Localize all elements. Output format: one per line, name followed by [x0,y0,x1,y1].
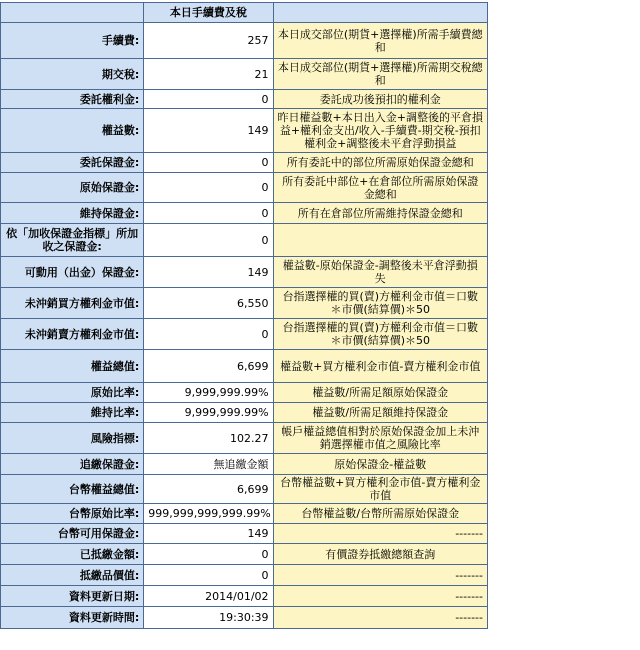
table-row [1,350,488,383]
row-label: 委託權利金: [1,90,144,109]
row-label: 委託保證金: [1,153,144,173]
table-row [1,423,488,454]
row-label: 維持保證金: [1,203,144,224]
row-label: 維持比率: [1,403,144,423]
row-value: 102.27 [144,423,273,454]
row-value: 0 [144,544,273,565]
table-row [1,23,488,59]
row-value: 0 [144,153,273,173]
row-description: 權益數+買方權利金市值-賣方權利金市值 [273,350,487,383]
table-row [1,90,488,109]
header-blank-left [1,3,144,23]
row-description: 帳戶權益總值相對於原始保證金加上未沖銷選擇權市值之風險比率 [273,423,487,454]
row-description: 本日成交部位(期貨+選擇權)所需手續費總和 [273,23,487,59]
row-description: 昨日權益數+本日出入金+調整後的平倉損益+權利金支出/收入-手續費-期交稅-預扣權利金+調整後未平倉浮動損益 [273,109,487,153]
table-row [1,454,488,475]
table-row [1,586,488,607]
row-value: 0 [144,90,273,109]
row-value: 19:30:39 [144,607,273,629]
header-blank-right [273,3,487,23]
table-row [1,383,488,403]
row-label: 台幣權益總值: [1,475,144,504]
table-row [1,504,488,524]
row-description: 權益數/所需足額原始保證金 [273,383,487,403]
row-value: 149 [144,257,273,288]
row-description: 所有委託中的部位所需原始保證金總和 [273,153,487,173]
row-label: 資料更新日期: [1,586,144,607]
row-label: 未沖銷賣方權利金市值: [1,319,144,350]
row-value: 6,699 [144,350,273,383]
row-value: 0 [144,319,273,350]
row-description [273,224,487,257]
row-label: 原始保證金: [1,173,144,203]
table-row [1,224,488,257]
row-label: 期交稅: [1,59,144,90]
row-label: 已抵繳金額: [1,544,144,565]
table-row [1,288,488,319]
row-value: 0 [144,173,273,203]
row-value: 0 [144,224,273,257]
row-description: 台幣權益數+買方權利金市值-賣方權利金市值 [273,475,487,504]
row-label: 手續費: [1,23,144,59]
row-label: 權益數: [1,109,144,153]
row-description: 台指選擇權的買(賣)方權利金市值＝口數＊市價(結算價)＊50 [273,319,487,350]
row-description: 權益數-原始保證金-調整後未平倉浮動損失 [273,257,487,288]
fee-and-tax-table [0,2,488,629]
row-value: 0 [144,203,273,224]
table-row [1,59,488,90]
row-label: 追繳保證金: [1,454,144,475]
row-value: 6,699 [144,475,273,504]
header-row [1,3,488,23]
row-description: 委託成功後預扣的權利金 [273,90,487,109]
row-label: 台幣可用保證金: [1,524,144,544]
row-label: 抵繳品價值: [1,565,144,586]
table-row [1,565,488,586]
table-row [1,109,488,153]
row-description: 台指選擇權的買(賣)方權利金市值＝口數＊市價(結算價)＊50 [273,288,487,319]
table-row [1,203,488,224]
row-label: 權益總值: [1,350,144,383]
table-row [1,544,488,565]
row-value: 21 [144,59,273,90]
row-label: 風險指標: [1,423,144,454]
table-row [1,257,488,288]
row-description: 所有在倉部位所需維持保證金總和 [273,203,487,224]
row-description: ------- [273,524,487,544]
row-label: 未沖銷買方權利金市值: [1,288,144,319]
row-value: 149 [144,109,273,153]
row-value: 257 [144,23,273,59]
row-description: ------- [273,586,487,607]
row-value: 9,999,999.99% [144,383,273,403]
row-label: 台幣原始比率: [1,504,144,524]
row-description: 本日成交部位(期貨+選擇權)所需期交稅總和 [273,59,487,90]
row-description: ------- [273,565,487,586]
table-row [1,319,488,350]
row-description: 有價證券抵繳總額查詢 [273,544,487,565]
row-description: 台幣權益數/台幣所需原始保證金 [273,504,487,524]
table-title: 本日手續費及稅 [144,3,273,23]
row-value: 2014/01/02 [144,586,273,607]
table-row [1,153,488,173]
table-row [1,173,488,203]
row-description: 所有委託中部位+在倉部位所需原始保證金總和 [273,173,487,203]
table-row [1,403,488,423]
table-row [1,475,488,504]
row-value: 0 [144,565,273,586]
row-value: 無追繳金額 [144,454,273,475]
row-value: 6,550 [144,288,273,319]
row-label: 可動用（出金）保證金: [1,257,144,288]
row-value: 149 [144,524,273,544]
row-label: 原始比率: [1,383,144,403]
table-row [1,607,488,629]
row-value: 9,999,999.99% [144,403,273,423]
row-description: 原始保證金-權益數 [273,454,487,475]
row-label: 資料更新時間: [1,607,144,629]
row-value: 999,999,999,999.99% [144,504,273,524]
row-description: 權益數/所需足額維持保證金 [273,403,487,423]
row-label: 依「加收保證金指標」所加收之保證金: [1,224,144,257]
table-row [1,524,488,544]
row-description: ------- [273,607,487,629]
